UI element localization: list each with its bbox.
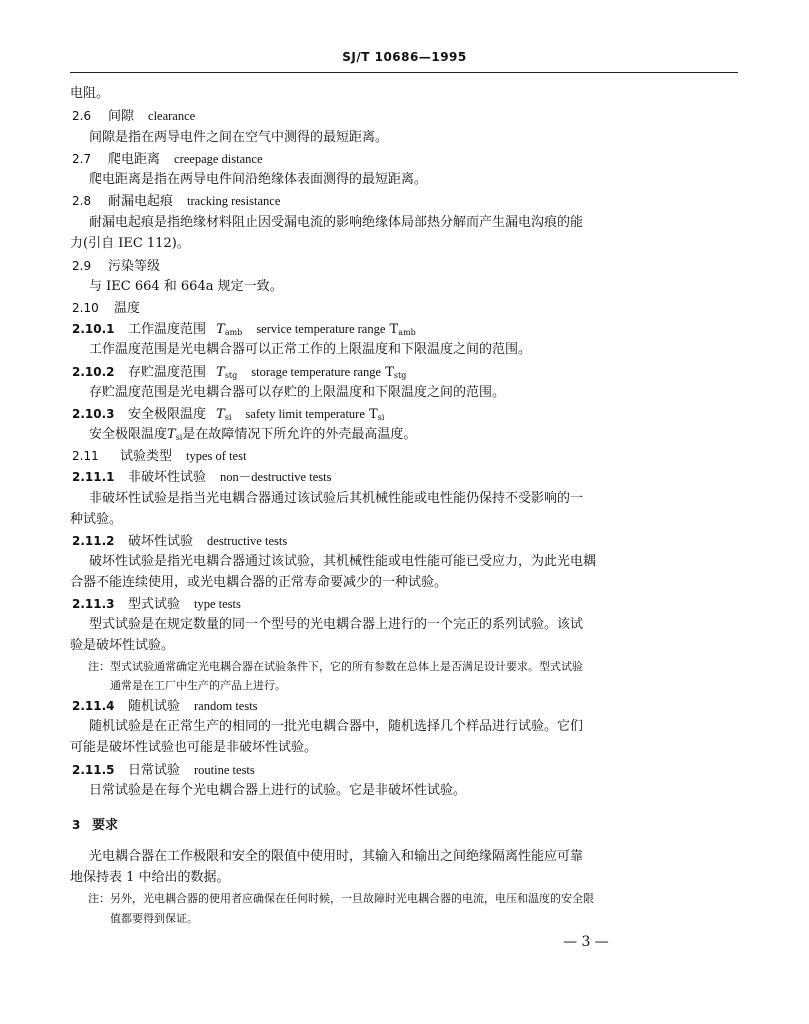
section-2-11-1-body-line2: 种试验。 [70,512,123,527]
section-number: 2.8 [72,194,92,208]
section-title: 要求 [92,818,119,833]
section-title-en: types of test [186,449,247,463]
section-2-10-2-body: 存贮温度范围是光电耦合器可以存贮的上限温度和下限温度之间的范围。 [89,385,506,400]
temperature-subscript: si [175,433,183,442]
section-3-heading [72,817,118,834]
section-title-en: safety limit temperature [245,407,365,421]
section-title: 工作温度范围 [128,322,207,337]
section-title: 爬电距离 [108,152,161,167]
section-2-11-1-heading [72,469,331,486]
section-title: 耐漏电起痕 [108,194,174,209]
section-2-9-heading [72,258,160,275]
section-2-11-1-body-line1: 非破坏性试验是指当光电耦合器通过该试验后其机械性能或电性能仍保持不受影响的一 [89,491,584,506]
section-title-en: creepage distance [174,152,263,166]
section-2-6-heading [72,108,195,125]
section-number: 2.11.2 [72,534,115,548]
section-2-7-body: 爬电距离是指在两导电件间沿绝缘体表面测得的最短距离。 [89,172,428,187]
en-temperature-subscript: stg [393,371,407,380]
section-title-en: tracking resistance [187,194,281,208]
section-2-11-4-body-line1: 随机试验是在正常生产的相同的一批光电耦合器中，随机选择几个样品进行试验。它们 [89,719,584,734]
en-temperature-symbol: T [369,407,378,422]
section-number: 2.11.4 [72,699,115,713]
section-title: 日常试验 [128,763,181,778]
section-number: 2.11 [72,449,99,463]
temperature-subscript: stg [224,371,238,380]
section-2-11-2-body-line1: 破坏性试验是指光电耦合器通过该试验，其机械性能或电性能可能已受应力，为此光电耦 [89,554,597,569]
en-temperature-symbol: T [389,322,399,337]
section-title: 随机试验 [128,699,181,714]
section-number: 2.9 [72,259,92,273]
section-2-11-3-note-line2: 通常是在工厂中生产的产品上进行。 [110,679,286,692]
body-text: 安全极限温度 [89,427,168,442]
section-2-11-3-body-line2: 验是破坏性试验。 [70,638,175,653]
temperature-subscript: si [224,413,232,422]
section-number: 2.6 [72,109,92,123]
section-2-7-heading [72,151,263,168]
section-2-11-3-note-line1: 注：型式试验通常确定光电耦合器在试验条件下，它的所有参数在总体上是否满足设计要求。型式试验 [88,660,583,673]
section-2-11-4-body-line2: 可能是破坏性试验也可能是非破坏性试验。 [70,740,318,755]
temperature-symbol: T [216,322,225,337]
section-2-10-1-heading [72,321,416,341]
section-2-10-1-body: 工作温度范围是光电耦合器可以正常工作的上限温度和下限温度之间的范围。 [89,342,532,357]
en-temperature-subscript: si [377,413,385,422]
section-title: 间隙 [108,109,135,124]
section-number: 2.10.3 [72,407,115,421]
temperature-symbol: T [216,407,225,422]
section-2-11-3-body-line1: 型式试验是在规定数量的同一个型号的光电耦合器上进行的一个完正的系列试验。该试 [89,617,584,632]
section-title: 试验类型 [120,449,173,464]
temperature-symbol: T [167,427,176,442]
header-rule [70,72,738,73]
section-title-en: storage temperature range [251,365,382,379]
section-2-10-2-heading [72,364,406,384]
body-text: 是在故障情况下所允许的外壳最高温度。 [182,427,417,442]
section-3-body-line1: 光电耦合器在工作极限和安全的限值中使用时，其输入和输出之间绝缘隔离性能应可靠 [89,849,584,864]
section-3-note-line2: 值都要得到保证。 [110,912,198,925]
section-number: 2.10.2 [72,365,115,379]
standard-code-header: SJ/T 10686—1995 [342,50,467,64]
page-number: — 3 — [563,934,609,950]
section-2-11-2-heading [72,533,287,550]
section-3-note-line1: 注：另外，光电耦合器的使用者应确保在任何时候，一旦故障时光电耦合器的电流，电压和温度的安全限 [88,892,594,905]
section-2-11-2-body-line2: 合器不能连续使用，或光电耦合器的正常寿命要减少的一种试验。 [70,575,448,590]
section-2-10-heading [72,300,140,317]
section-title-en: destructive tests [207,534,288,548]
section-title: 破坏性试验 [128,534,194,549]
section-title-en: type tests [194,597,241,611]
section-number: 2.10.1 [72,322,115,336]
section-3-body-line2: 地保持表 1 中给出的数据。 [70,870,230,885]
en-temperature-symbol: T [385,365,394,380]
section-2-10-3-body [89,427,416,446]
section-title: 型式试验 [128,597,181,612]
section-number: 2.7 [72,152,92,166]
section-2-8-heading [72,193,280,210]
section-2-11-5-body: 日常试验是在每个光电耦合器上进行的试验。它是非破坏性试验。 [89,783,467,798]
section-number: 2.10 [72,301,99,315]
section-number: 3 [72,818,81,832]
section-number: 2.11.1 [72,470,115,484]
section-2-10-3-heading [72,406,384,426]
section-title-en: service temperature range [256,322,386,336]
section-title-en: non－destructive tests [220,470,332,484]
section-title-en: routine tests [194,763,255,777]
section-2-11-5-heading [72,762,255,779]
section-2-9-body: 与 IEC 664 和 664a 规定一致。 [89,279,283,294]
section-title: 非破坏性试验 [128,470,207,485]
temperature-subscript: amb [224,328,243,337]
section-title: 温度 [114,301,141,316]
prev-section-tail: 电阻。 [70,86,110,101]
section-title: 存贮温度范围 [128,365,207,380]
section-title: 污染等级 [108,259,161,274]
section-2-6-body: 间隙是指在两导电件之间在空气中测得的最短距离。 [89,130,389,145]
section-2-11-4-heading [72,698,258,715]
en-temperature-subscript: amb [398,328,416,337]
section-2-8-body-line1: 耐漏电起痕是指绝缘材料阻止因受漏电流的影响绝缘体局部热分解而产生漏电沟痕的能 [89,215,584,230]
section-number: 2.11.5 [72,763,115,777]
section-title: 安全极限温度 [128,407,207,422]
section-title-en: random tests [194,699,258,713]
section-number: 2.11.3 [72,597,115,611]
section-title-en: clearance [148,109,196,123]
temperature-symbol: T [216,365,225,380]
section-2-8-body-line2: 力(引自 IEC 112)。 [70,236,190,251]
section-2-11-3-heading [72,596,241,613]
section-2-11-heading [72,448,246,465]
